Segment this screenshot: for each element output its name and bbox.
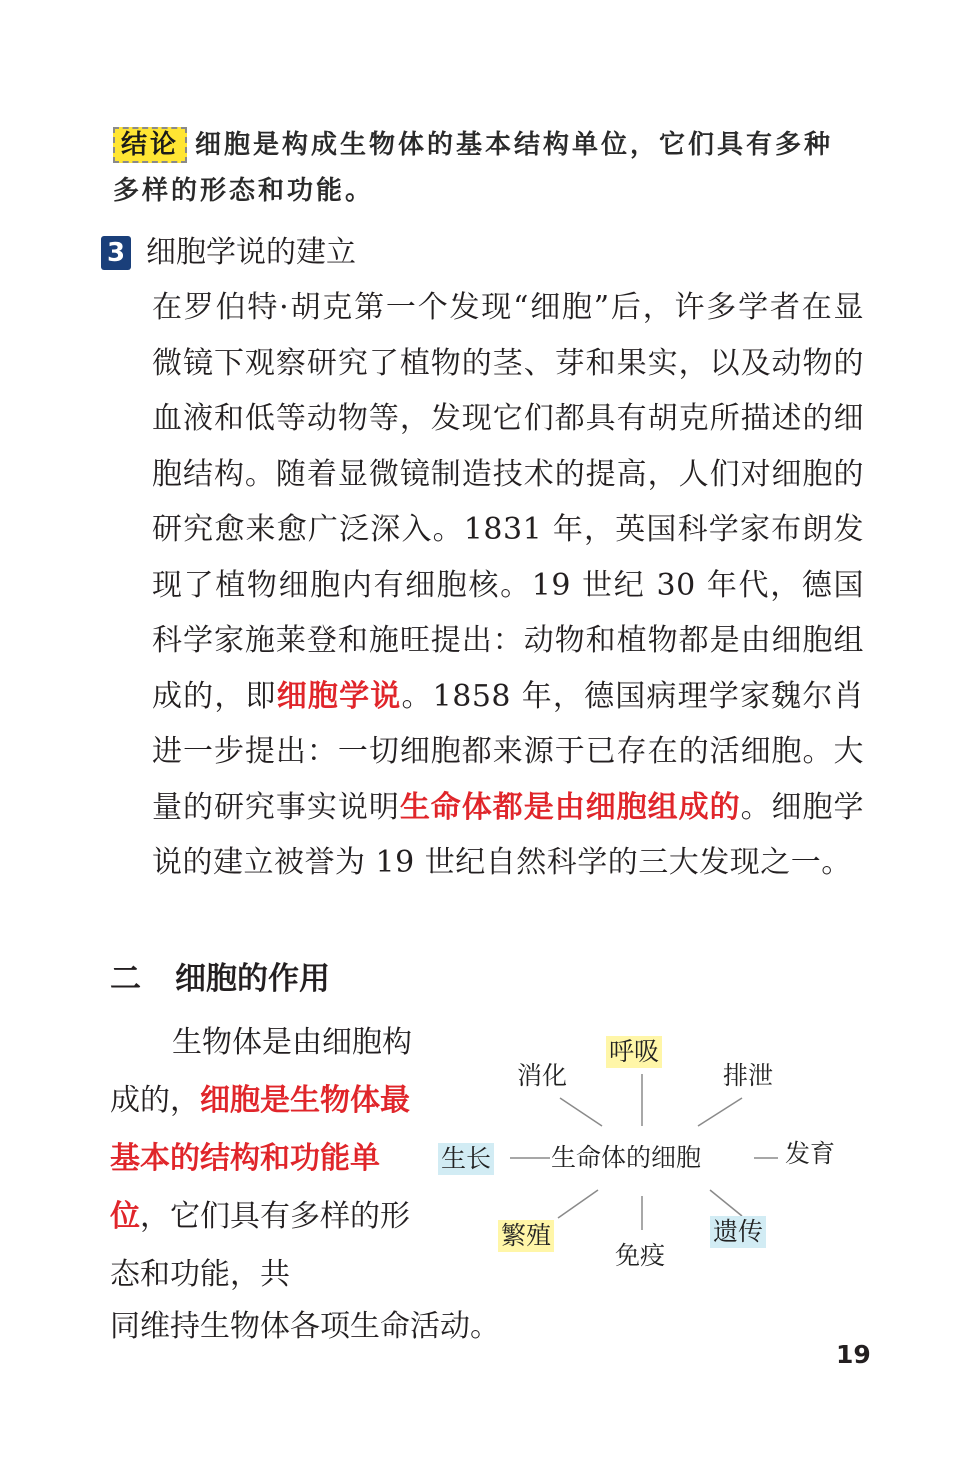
node-reproduction: 繁殖	[498, 1220, 554, 1252]
highlight-basic-unit: 细胞是生物体最基本的结构和功能单位	[110, 1083, 410, 1234]
section-title: 细胞学说的建立	[146, 235, 356, 270]
connector-line	[698, 1098, 742, 1126]
connector-line	[710, 1190, 742, 1216]
cell-theory-paragraph	[152, 280, 864, 891]
connector-line	[560, 1098, 602, 1126]
page-number: 19	[836, 1340, 871, 1369]
node-digestion: 消化	[517, 1061, 568, 1090]
conclusion-box	[113, 122, 853, 214]
paragraph-last-line: 同维持生物体各项生命活动。	[110, 1309, 500, 1344]
section-heading	[110, 956, 330, 1002]
node-excretion: 排泄	[723, 1061, 774, 1090]
node-heredity: 遗传	[710, 1216, 766, 1248]
highlight-life-composed-of-cells: 生命体都是由细胞组成的	[399, 789, 741, 825]
connector-line	[558, 1190, 598, 1218]
node-development: 发育	[785, 1139, 836, 1168]
node-breathing: 呼吸	[606, 1036, 662, 1068]
cell-function-paragraph	[110, 1014, 420, 1304]
paragraph-text: 。细胞学说的建立被誉为 19 世纪自然科学的三大发现之一。	[152, 789, 865, 880]
diagram-center: 生命体的细胞	[551, 1143, 702, 1172]
section-number-badge: 3	[101, 236, 131, 270]
paragraph-text: 在罗伯特·胡克第一个发现“细胞”后，许多学者在显微镜下观察研究了植物的茎、芽和果实，以及动物的血液和低等动物等，发现它们都具有胡克所描述的细胞结构。随着显微镜制造技术的提高，人们对细胞的研究愈来愈广泛深入。1831 年，英国科学家布朗发现了植物细胞内有细胞核。19 世纪 30 年代，德国科学家施莱登和施旺提出：动物和植物都是由细胞组成的，即	[152, 290, 864, 714]
paragraph-text: 。1858 年，德国病理学家魏尔肖进一步提出：一切细胞都来源于已存在的活细胞。大量的研究事实说明	[152, 678, 865, 825]
conclusion-text: 细胞是构成生物体的基本结构单位，它们具有多种多样的形态和功能。	[113, 130, 834, 206]
conclusion-tag: 结论	[113, 127, 187, 163]
node-immunity: 免疫	[615, 1241, 666, 1270]
node-growth: 生长	[438, 1143, 494, 1175]
paragraph-text: ，它们具有多样的形态和功能，共	[110, 1199, 410, 1292]
cell-functions-diagram	[432, 1030, 872, 1290]
highlight-cell-theory: 细胞学说	[276, 678, 402, 714]
section-heading-title: 细胞的作用	[175, 961, 330, 997]
paragraph-text: 生物体是由细胞构成的，	[110, 1025, 412, 1118]
section-heading-number: 二	[110, 961, 141, 997]
